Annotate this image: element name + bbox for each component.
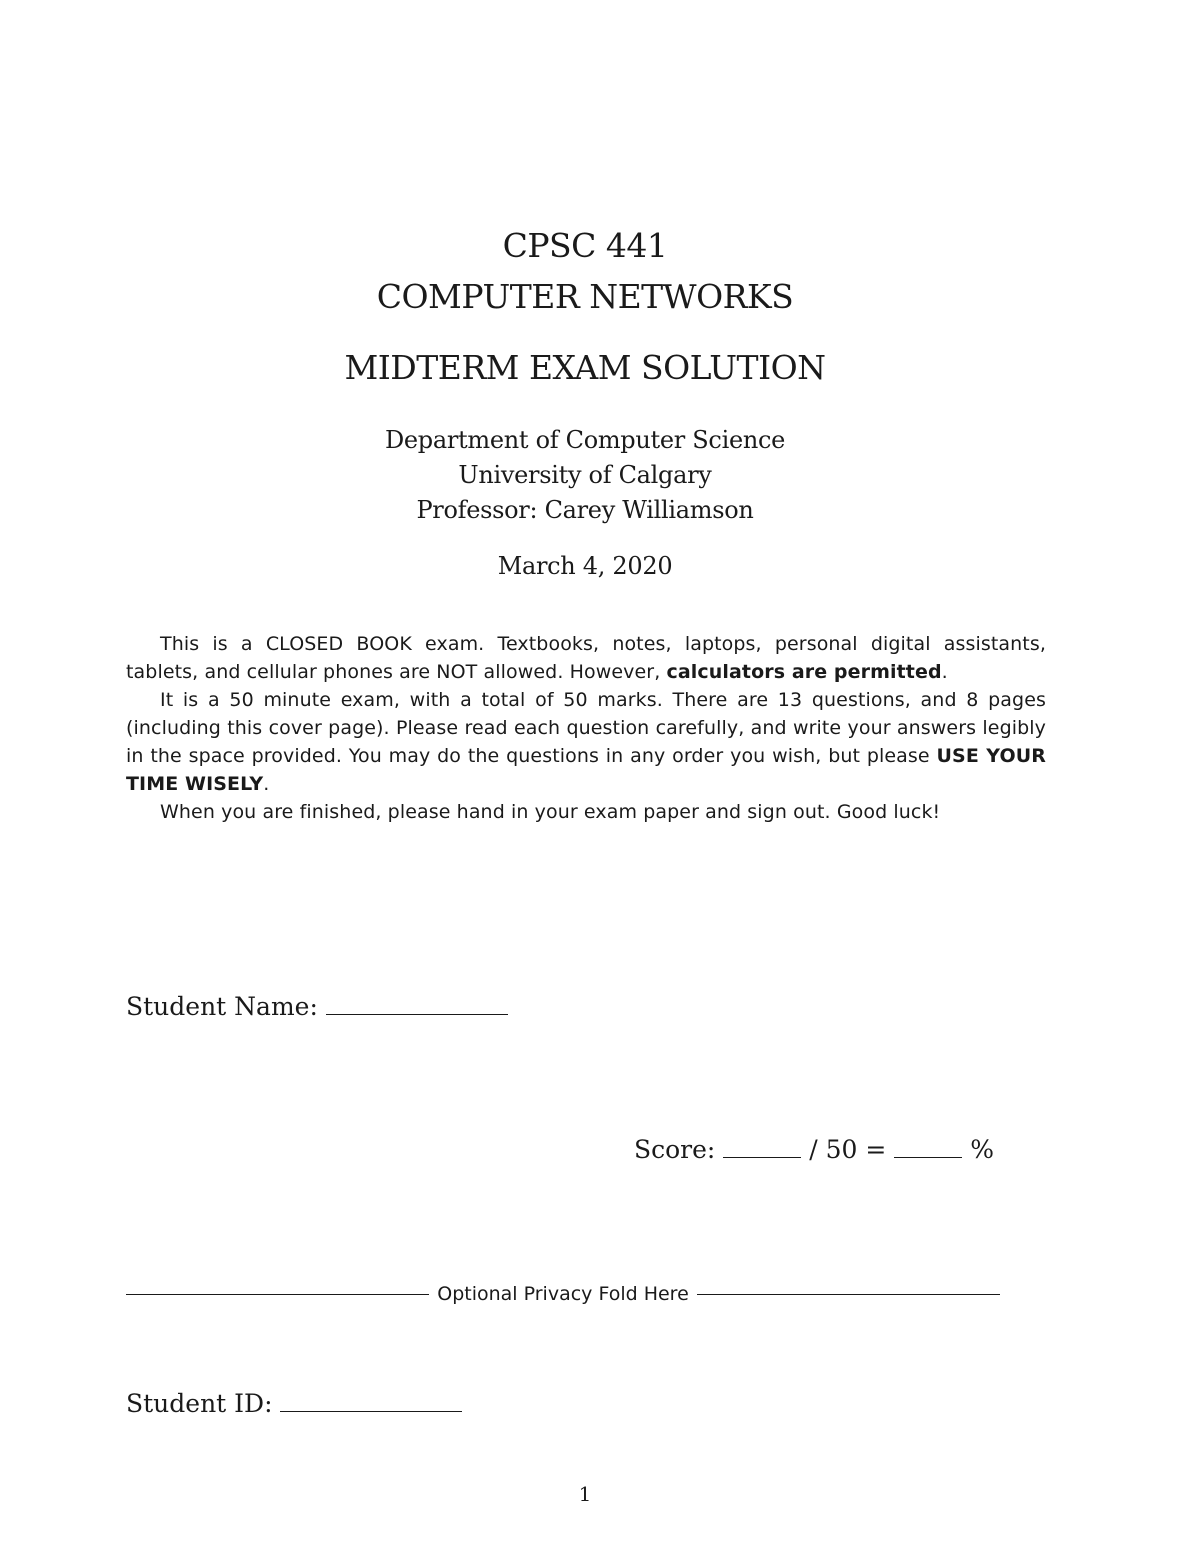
student-name-label: Student Name: (126, 992, 318, 1021)
department: Department of Computer Science (384, 426, 786, 454)
fold-rule-left (126, 1294, 429, 1295)
instructions-paragraph-2: It is a 50 minute exam, with a total of 50 marks. There are 13 questions, and 8 pages (including this cover page). Please read each question carefully, and write your answers legibly in the space provided. You may do the questions in any order you wish, but please USE YOUR TIME WISELY. (126, 689, 1046, 795)
course-name: COMPUTER NETWORKS (376, 277, 794, 316)
student-name-field (126, 992, 508, 1021)
course-code: CPSC 441 (502, 226, 668, 265)
page-number: 1 (578, 1482, 592, 1506)
privacy-fold-label: Optional Privacy Fold Here (437, 1283, 689, 1305)
student-id-label: Student ID: (126, 1389, 273, 1418)
privacy-fold-line (126, 1283, 1000, 1305)
professor: Professor: Carey Williamson (416, 496, 754, 524)
exam-title: MIDTERM EXAM SOLUTION (344, 348, 826, 387)
university: University of Calgary (458, 461, 712, 489)
score-percent-sign: % (970, 1135, 995, 1164)
calculators-permitted-emphasis: calculators are permitted (666, 661, 942, 683)
time-wisely-emphasis: USE YOUR TIME WISELY (126, 745, 1046, 795)
student-name-blank[interactable] (326, 1013, 508, 1015)
score-field (634, 1135, 994, 1164)
score-blank[interactable] (723, 1156, 801, 1158)
score-total: / 50 = (809, 1135, 887, 1164)
student-id-blank[interactable] (280, 1410, 462, 1412)
exam-date: March 4, 2020 (497, 552, 673, 580)
score-label: Score: (634, 1135, 716, 1164)
fold-rule-right (697, 1294, 1000, 1295)
instructions (126, 630, 1046, 826)
score-percent-blank[interactable] (894, 1156, 962, 1158)
student-id-field (126, 1389, 462, 1418)
instructions-paragraph-3: When you are finished, please hand in your exam paper and sign out. Good luck! (160, 801, 941, 823)
instructions-paragraph-1: This is a CLOSED BOOK exam. Textbooks, notes, laptops, personal digital assistants, tablets, and cellular phones are NOT allowed. However, calculators are permitted. (126, 633, 1046, 683)
